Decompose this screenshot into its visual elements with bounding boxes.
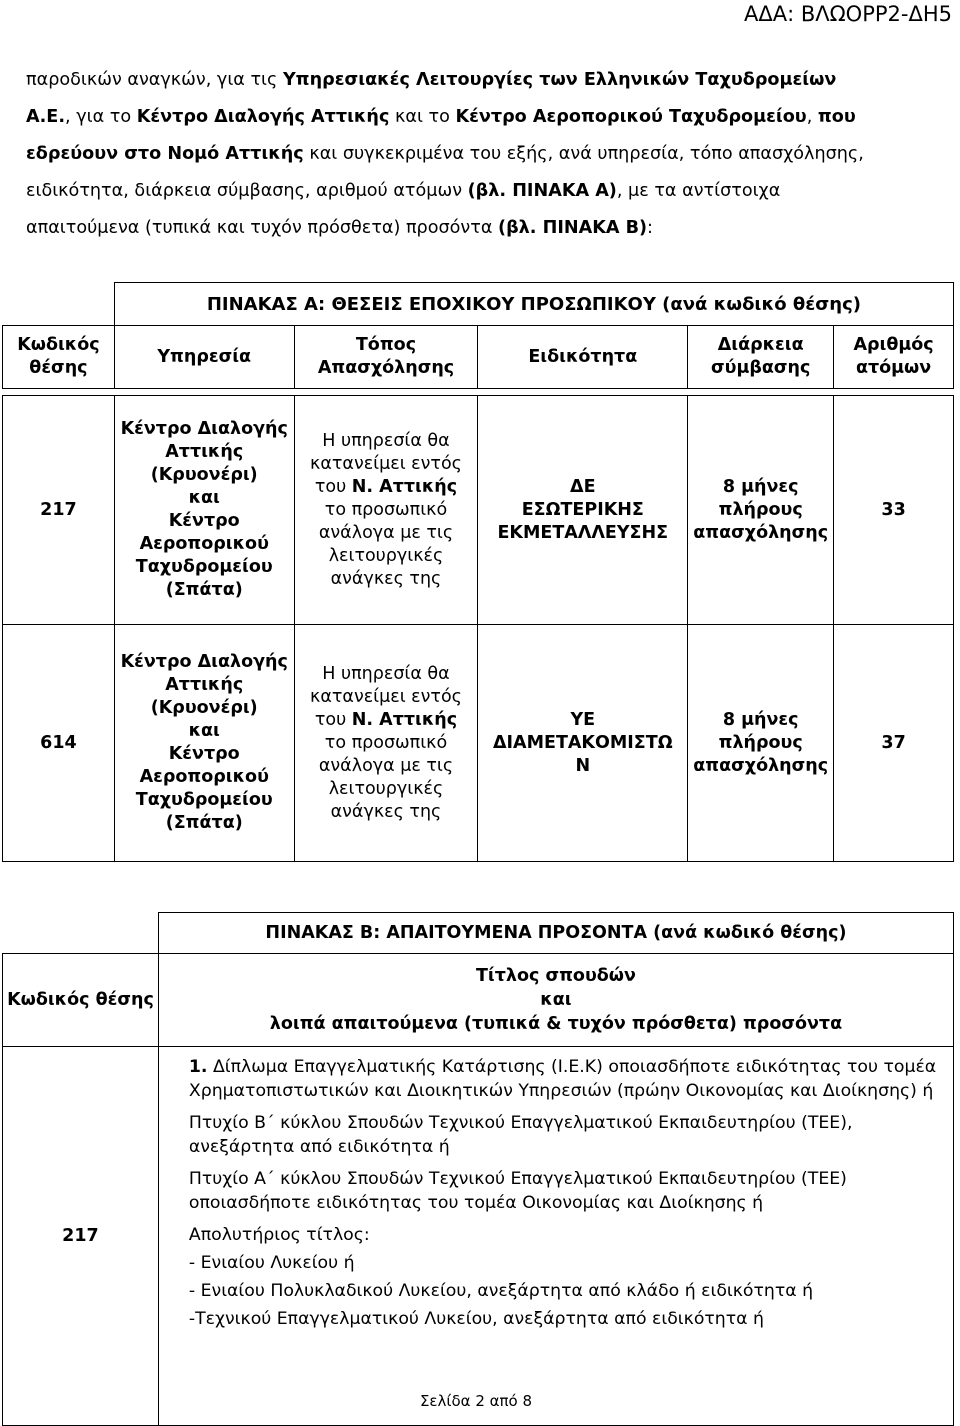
intro-text: και το xyxy=(389,107,456,127)
cell-line: Η υπηρεσία θα xyxy=(322,430,450,451)
intro-bold: (βλ. ΠΙΝΑΚΑ Α) xyxy=(467,181,617,201)
table-b-title: ΠΙΝΑΚΑΣ Β: ΑΠΑΙΤΟΥΜΕΝΑ ΠΡΟΣΟΝΤΑ (ανά κωδικό θέσης) xyxy=(158,913,953,954)
cell-line: πλήρους xyxy=(718,499,803,520)
cell-line: απασχόλησης xyxy=(693,522,829,543)
intro-text: απαιτούμενα (τυπικά και τυχόν πρόσθετα) προσόντα xyxy=(26,218,499,238)
intro-paragraph xyxy=(26,62,934,247)
cell-line: και xyxy=(188,721,220,741)
cell-duration xyxy=(688,396,834,625)
cell-line: Κέντρο xyxy=(168,744,240,764)
header-service: Υπηρεσία xyxy=(114,326,294,389)
requirement-text: Πτυχίο Β΄ κύκλου Σπουδών Τεχνικού Επαγγελματικού Εκπαιδευτηρίου (ΤΕΕ), xyxy=(188,1113,853,1133)
intro-bold: Κέντρο Διαλογής Αττικής xyxy=(136,107,390,127)
cell-line: Ταχυδρομείου xyxy=(135,557,273,577)
cell-line: απασχόλησης xyxy=(693,755,829,776)
cell-requirements xyxy=(158,1047,953,1426)
table-row xyxy=(3,1047,954,1426)
cell-line: κατανείμει εντός xyxy=(310,686,462,707)
cell-line: πλήρους xyxy=(718,732,803,753)
cell-line: 8 μήνες xyxy=(722,476,799,497)
requirement-text: Χρηματοπιστωτικών και Διοικητικών Υπηρεσιών (πρώην Οικονομίας και Διοίκησης) ή xyxy=(188,1081,934,1101)
cell-line: ανάγκες της xyxy=(330,568,442,589)
cell-line: Κέντρο Διαλογής xyxy=(120,652,288,672)
cell-code: 614 xyxy=(3,625,115,862)
intro-bold: Κέντρο Αεροπορικού Ταχυδρομείου xyxy=(455,107,807,127)
cell-line: λειτουργικές xyxy=(328,778,444,799)
cell-line: κατανείμει εντός xyxy=(310,453,462,474)
header-text: Κωδικός xyxy=(17,335,100,355)
cell-line: ΔΙΑΜΕΤΑΚΟΜΙΣΤΩ xyxy=(492,732,673,753)
cell-line: το προσωπικό xyxy=(324,499,448,520)
requirement-item: - Ενιαίου Πολυκλαδικού Λυκείου, ανεξάρτητα από κλάδο ή ειδικότητα ή xyxy=(188,1281,814,1301)
header-text: Διάρκεια xyxy=(717,335,804,355)
intro-text: , για το xyxy=(65,107,137,127)
intro-text: , με τα αντίστοιχα xyxy=(616,181,781,201)
cell-line: και xyxy=(188,488,220,508)
cell-line: του xyxy=(314,476,352,497)
cell-specialty xyxy=(478,625,688,862)
cell-specialty xyxy=(478,396,688,625)
header-text: Τίτλος σπουδών xyxy=(475,966,636,986)
intro-line-5 xyxy=(26,210,934,247)
cell-line-bold: Ν. Αττικής xyxy=(351,709,458,730)
intro-line-2 xyxy=(26,99,934,136)
cell-line: (Κρυονέρι) xyxy=(150,698,258,718)
requirement-item xyxy=(189,1167,943,1215)
requirement-text: Δίπλωμα Επαγγελματικής Κατάρτισης (Ι.Ε.Κ) οποιασδήποτε ειδικότητας του τομέα xyxy=(207,1057,937,1077)
cell-line: Αττικής xyxy=(165,442,244,462)
header-specialty: Ειδικότητα xyxy=(478,326,688,389)
cell-line: (Σπάτα) xyxy=(165,580,243,600)
requirement-number: 1. xyxy=(188,1057,208,1077)
header-text: θέσης xyxy=(29,358,88,378)
cell-line: 8 μήνες xyxy=(722,709,799,730)
cell-line: ανάλογα με τις xyxy=(318,755,454,776)
cell-line: Ν xyxy=(575,755,591,776)
cell-line: Κέντρο xyxy=(168,511,240,531)
cell-count: 37 xyxy=(834,625,954,862)
intro-bold: Υπηρεσιακές Λειτουργίες των Ελληνικών Ταχυδρομείων xyxy=(282,70,837,90)
header-code xyxy=(3,326,115,389)
table-a xyxy=(2,282,954,862)
header-text: Αριθμός xyxy=(853,335,934,355)
intro-bold: Α.Ε. xyxy=(26,107,66,127)
header-text: λοιπά απαιτούμενα (τυπικά & τυχόν πρόσθετα) προσόντα xyxy=(269,1014,843,1034)
cell-line: Αττικής xyxy=(165,675,244,695)
cell-code: 217 xyxy=(3,1047,159,1426)
header-text: σύμβασης xyxy=(711,358,811,378)
requirement-item: Απολυτήριος τίτλος: xyxy=(188,1225,370,1245)
header-text: Απασχόλησης xyxy=(317,358,455,378)
cell-service xyxy=(114,625,294,862)
cell-service xyxy=(114,396,294,625)
intro-bold: που xyxy=(817,107,856,127)
cell-line: ΕΣΩΤΕΡΙΚΗΣ xyxy=(521,499,644,520)
intro-text: παροδικών αναγκών, για τις xyxy=(26,70,283,90)
cell-place xyxy=(294,396,478,625)
cell-line: Ταχυδρομείου xyxy=(135,790,273,810)
table-b xyxy=(2,912,954,1426)
cell-count: 33 xyxy=(834,396,954,625)
cell-line: του xyxy=(314,709,352,730)
requirement-item: - Ενιαίου Λυκείου ή xyxy=(188,1253,355,1273)
intro-bold: εδρεύουν στο Νομό Αττικής xyxy=(26,144,304,164)
cell-line: λειτουργικές xyxy=(328,545,444,566)
header-text: Τόπος xyxy=(355,335,417,355)
cell-place xyxy=(294,625,478,862)
header-text: και xyxy=(540,990,572,1010)
cell-line: Η υπηρεσία θα xyxy=(322,663,450,684)
requirement-item xyxy=(189,1111,943,1159)
cell-line: (Κρυονέρι) xyxy=(150,465,258,485)
header-requirements xyxy=(158,954,953,1047)
intro-text: : xyxy=(647,218,653,238)
cell-line: ανάλογα με τις xyxy=(318,522,454,543)
cell-line: Κέντρο Διαλογής xyxy=(120,419,288,439)
cell-line: ανάγκες της xyxy=(330,801,442,822)
requirement-item: -Τεχνικού Επαγγελματικού Λυκείου, ανεξάρτητα από ειδικότητα ή xyxy=(188,1309,764,1329)
requirement-text: οποιασδήποτε ειδικότητας του τομέα Οικονομίας και Διοίκησης ή xyxy=(188,1193,764,1213)
intro-line-3 xyxy=(26,136,934,173)
cell-line: Αεροπορικού xyxy=(139,534,269,554)
header-count xyxy=(834,326,954,389)
intro-text: ειδικότητα, διάρκεια σύμβασης, αριθμού ατόμων xyxy=(26,181,468,201)
cell-line: ΔΕ xyxy=(570,476,596,497)
table-row xyxy=(3,625,954,862)
cell-line: το προσωπικό xyxy=(324,732,448,753)
cell-line: ΕΚΜΕΤΑΛΛΕΥΣΗΣ xyxy=(497,522,669,543)
intro-text: , xyxy=(806,107,818,127)
requirement-text: ανεξάρτητα από ειδικότητα ή xyxy=(188,1137,450,1157)
cell-line-bold: Ν. Αττικής xyxy=(351,476,458,497)
cell-line: ΥΕ xyxy=(570,709,596,730)
intro-line-1 xyxy=(26,62,934,99)
header-place xyxy=(294,326,478,389)
requirement-item xyxy=(189,1055,943,1103)
table-a-title: ΠΙΝΑΚΑΣ Α: ΘΕΣΕΙΣ ΕΠΟΧΙΚΟΥ ΠΡΟΣΩΠΙΚΟΥ (ανά κωδικό θέσης) xyxy=(114,283,953,326)
cell-duration xyxy=(688,625,834,862)
document-code: ΑΔΑ: ΒΛΩΟΡΡ2-ΔΗ5 xyxy=(744,2,952,26)
intro-text: και συγκεκριμένα του εξής, ανά υπηρεσία, τόπο απασχόλησης, xyxy=(303,144,864,164)
cell-code: 217 xyxy=(3,396,115,625)
table-a-header-row xyxy=(3,326,954,389)
table-b-header-row xyxy=(3,954,954,1047)
cell-line: Αεροπορικού xyxy=(139,767,269,787)
table-row xyxy=(3,396,954,625)
header-duration xyxy=(688,326,834,389)
requirement-text: Πτυχίο Α΄ κύκλου Σπουδών Τεχνικού Επαγγελματικού Εκπαιδευτηρίου (ΤΕΕ) xyxy=(188,1169,847,1189)
intro-line-4 xyxy=(26,173,934,210)
page-number: Σελίδα 2 από 8 xyxy=(419,1392,533,1410)
header-code: Κωδικός θέσης xyxy=(3,954,159,1047)
cell-line: (Σπάτα) xyxy=(165,813,243,833)
intro-bold: (βλ. ΠΙΝΑΚΑ Β) xyxy=(498,218,648,238)
header-text: ατόμων xyxy=(855,358,932,378)
